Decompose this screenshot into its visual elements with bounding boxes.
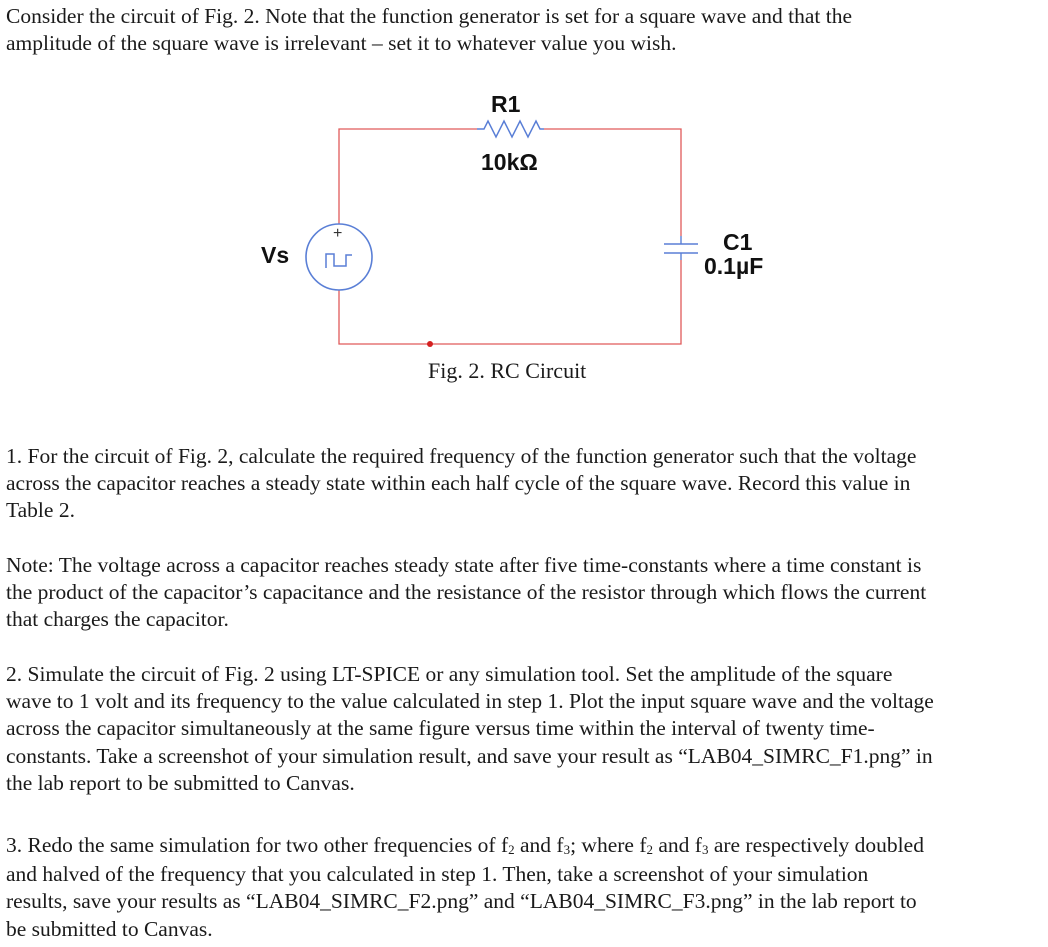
square-wave-icon bbox=[326, 254, 352, 268]
bottom-wire-left bbox=[339, 290, 430, 344]
step3-text-a: 3. Redo the same simulation for two other frequencies of f bbox=[6, 833, 509, 857]
f2-subscript: 2 bbox=[508, 842, 515, 857]
step3-line-3: results, save your results as “LAB04_SIMRC_F2.png” and “LAB04_SIMRC_F3.png” in the lab report to bbox=[6, 889, 917, 914]
note-paragraph bbox=[6, 552, 1042, 634]
step3-line-4: be submitted to Canvas. bbox=[6, 916, 213, 941]
source-name-label: Vs bbox=[261, 242, 290, 268]
step3-line-1 bbox=[6, 832, 1042, 861]
c1-name-label: C1 bbox=[723, 229, 753, 255]
note-line-3: that charges the capacitor. bbox=[6, 607, 229, 632]
r1-name-label: R1 bbox=[491, 91, 521, 117]
bottom-wire-right bbox=[430, 260, 681, 344]
note-line-1: Note: The voltage across a capacitor reaches steady state after five time-constants where a time constant is bbox=[6, 553, 922, 577]
step3-text-d: and f bbox=[652, 833, 702, 857]
source-plus-sign: + bbox=[333, 225, 343, 242]
top-wire-right bbox=[544, 129, 681, 236]
figure-caption: Fig. 2. RC Circuit bbox=[428, 358, 587, 383]
step3-text-b: and f bbox=[514, 833, 564, 857]
rc-circuit-diagram bbox=[0, 0, 1048, 400]
f3-subscript-2: 3 bbox=[701, 842, 709, 857]
f2-subscript-2: 2 bbox=[646, 842, 653, 857]
note-line-2: the product of the capacitor’s capacitance and the resistance of the resistor through which flows the current bbox=[6, 580, 927, 605]
step3-paragraph bbox=[6, 832, 1042, 943]
step2-paragraph bbox=[6, 661, 1042, 797]
step2-line-5: the lab report to be submitted to Canvas. bbox=[6, 770, 355, 795]
step3-text-c: ; where f bbox=[570, 833, 647, 857]
step2-line-2: wave to 1 volt and its frequency to the value calculated in step 1. Plot the input square wave and the voltage bbox=[6, 689, 934, 714]
step2-line-1: 2. Simulate the circuit of Fig. 2 using LT-SPICE or any simulation tool. Set the amplitude of the square bbox=[6, 662, 893, 686]
step1-line-2: across the capacitor reaches a steady state within each half cycle of the square wave. Record this value in bbox=[6, 471, 911, 496]
step3-line-2: and halved of the frequency that you calculated in step 1. Then, take a screenshot of your simulation bbox=[6, 862, 869, 887]
r1-value-label: 10kΩ bbox=[481, 149, 538, 175]
resistor-symbol bbox=[477, 121, 544, 137]
intro-line-2: amplitude of the square wave is irrelevant – set it to whatever value you wish. bbox=[6, 31, 677, 56]
step1-paragraph bbox=[6, 443, 1042, 525]
f3-subscript: 3 bbox=[563, 842, 571, 857]
step3-text-e: are respectively doubled bbox=[708, 833, 924, 857]
step2-line-3: across the capacitor simultaneously at the same figure versus time within the interval of twenty time- bbox=[6, 716, 875, 741]
c1-value-label: 0.1µF bbox=[704, 253, 764, 279]
node-dot bbox=[427, 341, 433, 347]
step1-line-3: Table 2. bbox=[6, 498, 75, 523]
step2-line-4: constants. Take a screenshot of your simulation result, and save your result as “LAB04_SIMRC_F1.png” in bbox=[6, 743, 933, 768]
intro-line-1: Consider the circuit of Fig. 2. Note that the function generator is set for a square wave and that the bbox=[6, 4, 853, 28]
step1-line-1: 1. For the circuit of Fig. 2, calculate the required frequency of the function generator such that the voltage bbox=[6, 444, 917, 468]
top-wire-left bbox=[339, 129, 477, 224]
